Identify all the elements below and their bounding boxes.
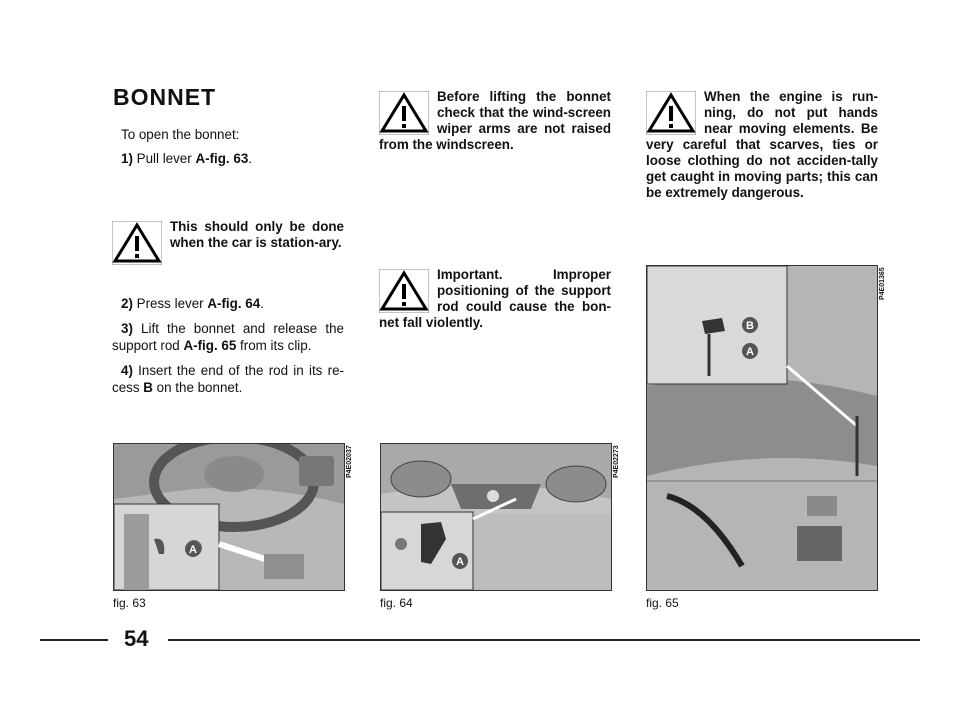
step-1 (121, 150, 351, 167)
step-1-num: 1) (121, 151, 133, 166)
warning-moving-parts (646, 89, 878, 201)
step-4-ref: B (143, 380, 153, 395)
callout-a-fig65 (741, 342, 759, 360)
step-2 (121, 295, 351, 312)
warning-stationary (112, 219, 344, 265)
warning-support-rod (379, 267, 611, 331)
figure-65-code: P4E01365 (879, 267, 886, 300)
figure-65 (646, 265, 878, 591)
callout-b-fig65 (741, 316, 759, 334)
warning-wiper-arms (379, 89, 611, 153)
step-4 (112, 362, 344, 396)
figure-65-illustration (647, 266, 877, 590)
step-1-text: Pull lever (132, 151, 196, 166)
warning-wiper-arms-text: Before lifting the bonnet check that the wind-screen wiper arms are not raised from the windscreen. (379, 89, 611, 152)
step-4-num: 4) (121, 363, 133, 378)
figure-64-illustration (381, 444, 611, 590)
step-2-num: 2) (121, 296, 133, 311)
warning-triangle-icon (379, 269, 429, 313)
warning-triangle-icon (379, 91, 429, 135)
figure-63-code: P4E02037 (346, 445, 353, 478)
callout-a-fig63 (184, 540, 202, 558)
step-3-text: Lift the bonnet and release the support rod (112, 321, 344, 353)
figure-64 (380, 443, 612, 591)
warning-triangle-icon (112, 221, 162, 265)
step-1-ref: A-fig. 63 (195, 151, 249, 166)
step-2-ref: A-fig. 64 (207, 296, 261, 311)
step-2-end: . (260, 296, 264, 311)
step-3-num: 3) (121, 321, 133, 336)
figure-63-illustration (114, 444, 344, 590)
callout-a-fig64 (451, 552, 469, 570)
warning-stationary-text: This should only be done when the car is station-ary. (170, 219, 344, 250)
callout-a-label: A (189, 544, 197, 556)
warning-moving-parts-text: When the engine is run-ning, do not put hands near moving elements. Be very careful that scarves, ties or loose clothing do not acciden-tally get caught in moving parts; this can be extremely dangerous. (646, 89, 878, 200)
figure-65-label: fig. 65 (646, 596, 679, 610)
page-number: 54 (124, 626, 149, 651)
step-3-ref: A-fig. 65 (183, 338, 237, 353)
warning-support-rod-text: Important. Improper positioning of the support rod could cause the bon-net fall violently. (379, 267, 611, 330)
footer-rule-right (168, 639, 920, 641)
callout-a-label: A (456, 556, 464, 568)
page-title: BONNET (113, 84, 217, 110)
figure-63 (113, 443, 345, 591)
step-3-end: from its clip. (236, 338, 312, 353)
step-4-text: Insert the end of the rod in its re-cess (112, 363, 344, 395)
step-1-end: . (248, 151, 252, 166)
figure-64-label: fig. 64 (380, 596, 413, 610)
step-2-text: Press lever (132, 296, 208, 311)
warning-triangle-icon (646, 91, 696, 135)
figure-64-code: P4E02273 (613, 445, 620, 478)
figure-63-label: fig. 63 (113, 596, 146, 610)
footer-rule-left (40, 639, 108, 641)
step-3 (112, 320, 344, 354)
callout-b-label: B (746, 320, 754, 332)
intro-text: To open the bonnet: (121, 127, 240, 142)
step-4-end: on the bonnet. (152, 380, 243, 395)
callout-a-label: A (746, 346, 754, 358)
